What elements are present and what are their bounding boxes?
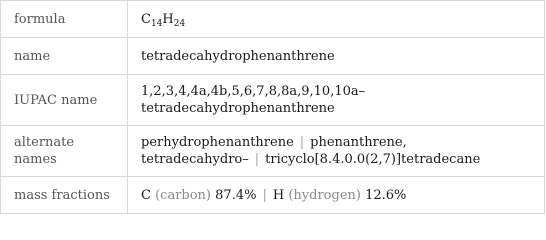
iupac-name-line-1: 1,2,3,4,4a,4b,5,6,7,8,8a,9,10,10a–	[141, 84, 366, 99]
table-row-mass-fractions	[1, 177, 545, 214]
mass-carbon-symbol: C	[141, 187, 151, 203]
mass-carbon-value: 87.4%	[215, 187, 257, 203]
alternate-name-2b: tetradecahydro–	[141, 152, 249, 167]
row-label-mass-fractions: mass fractions	[1, 177, 128, 214]
mass-carbon-name: (carbon)	[155, 187, 212, 203]
alternate-name-3: tricyclo[8.4.0.0(2,7)]tetradecane	[265, 152, 481, 167]
alternate-names-value	[128, 126, 545, 177]
alternate-name-2a: phenanthrene,	[310, 135, 407, 150]
mass-hydrogen-symbol: H	[272, 187, 285, 203]
name-value: tetradecahydrophenanthrene	[128, 38, 545, 75]
formula-value	[128, 1, 545, 38]
formula-hydrogen-count: 24	[173, 18, 186, 29]
mass-hydrogen-name: (hydrogen)	[288, 187, 361, 203]
mass-fractions-value	[128, 177, 545, 214]
row-label-iupac-name: IUPAC name	[1, 75, 128, 126]
row-label-formula: formula	[1, 1, 128, 38]
formula-hydrogen: H	[162, 11, 174, 27]
row-label-alternate-names: alternate names	[1, 126, 128, 177]
alternate-name-1: perhydrophenanthrene	[141, 135, 294, 150]
table-row-formula	[1, 1, 545, 38]
iupac-name-line-2: tetradecahydrophenanthrene	[141, 101, 335, 116]
alternate-names-separator: |	[254, 152, 260, 167]
mass-fractions-separator: |	[262, 187, 267, 203]
formula-carbon-count: 14	[150, 18, 163, 29]
alternate-names-separator: |	[299, 135, 305, 150]
row-label-name: name	[1, 38, 128, 75]
table-row-iupac-name	[1, 75, 545, 126]
formula-carbon: C	[141, 11, 151, 27]
mass-hydrogen-value: 12.6%	[365, 187, 407, 203]
table-row-alternate-names	[1, 126, 545, 177]
table-row-name	[1, 38, 545, 75]
iupac-name-value	[128, 75, 545, 126]
